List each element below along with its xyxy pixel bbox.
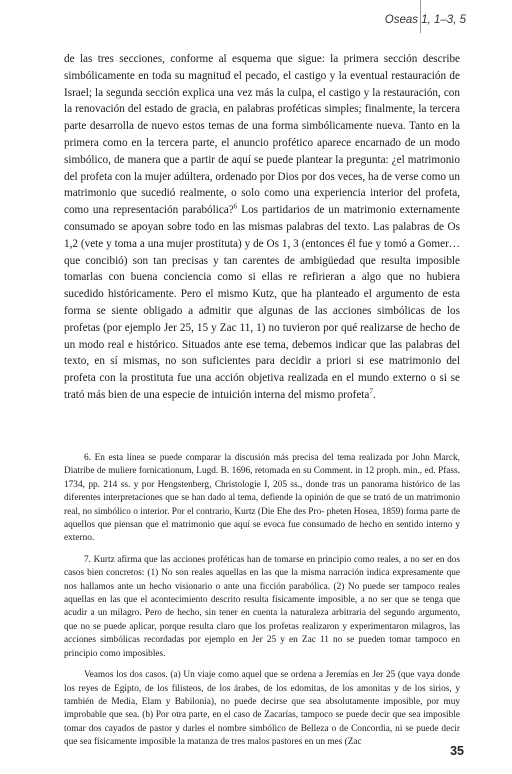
paragraph-1: de las tres secciones, conforme al esquema que sigue: la primera sección describe simbólicamente en toda su magnitud el pecado, el castigo y la eventual restauración de Israel; la segunda sección explica una vez más la culpa, el castigo y la restauración, con la renovación del estado de gracia, en palabras proféticas simples; finalmente, la tercera parte desarrolla de nuevo estos temas de una forma simbólicamente nueva. Tanto en la primera como en la tercera parte, el anuncio profético aparece encarnado de un modo simbólico, de manera que a partir de aquí se puede plantear la pregunta: ¿el matrimonio del profeta con la mujer adúltera, ordenado por Dios por dos veces, ha de verse como un matrimonio que sucedió realmente, o solo como una experiencia interior del profeta, como una representación parabólica?: [64, 53, 460, 217]
footnote-7-continued: Veamos los dos casos. (a) Un viaje como aquel que se ordena a Jeremías en Jer 25 (que vaya donde los reyes de Egipto, de los filisteos, de los árabes, de los edomitas, de los amonitas y de los sirios, y también de Media, Elam y Babilonia), no puede decirse que sea absolutamente imposible, por muy improbable que sea. (b) Por otra parte, en el caso de Zacarías, tampoco se puede decir que sea imposible tomar dos cayados de pastor y darles el nombre simbólico de Belleza o de Concordia, ni se puede decir que sea físicamente imposible la matanza de tres malos pastores en un mes (Zac: [64, 670, 460, 748]
running-head: Oseas 1, 1–3, 5: [384, 14, 466, 26]
footnote-ref-7[interactable]: 7: [369, 387, 373, 396]
footnote-6: 6. En esta línea se puede comparar la discusión más precisa del tema realizada por John Marck, Diatribe de muliere fornicationum, Lugd. B. 1696, retomada en su Comment. in 12 proph. min., ed. Pfass. 1734, pp. 214 ss. y por Hengstenberg, Christologie I, 205 ss., donde tras un panorama histórico de las diferentes interpretaciones que se han dado al tema, defiende la opinión de que se trató de un matrimonio real, no simbólico o interior. Por el contrario, Kurtz (Die Ehe des Pro- pheten Hosea, 1859) forma parte de aquellos que piensan que el matrimonio que aquí se evoca fue consumado de hecho en sentido interno y externo.: [64, 453, 460, 544]
footnotes: [64, 452, 460, 750]
footnote-ref-6[interactable]: 6: [233, 202, 238, 211]
main-text: de las tres secciones, conforme al esquema que sigue: la primera sección describe simbólicamente en toda su magnitud el pecado, el castigo y la eventual restauración de Israel; la segunda sección explica una vez más la culpa, el castigo y la restauración, con la renovación del estado de gracia, en palabras proféticas simples; finalmente, la tercera parte desarrolla de nuevo estos temas de una forma simbólicamente nueva. Tanto en la primera como en la tercera parte, el anuncio profético aparece encarnado de un modo simbólico, de manera que a partir de aquí se puede plantear la pregunta: ¿el matrimonio del profeta con la mujer adúltera, ordenado por Dios por dos veces, ha de verse como un matrimonio que sucedió realmente, o solo como una experiencia interior del profeta, como una representación parabólica?$^6$ Los partidarios de un matrimonio externamente consumado se apoyan sobre todo en las mismas palabras del texto. Las palabras de Os 1,2 (vete y toma a una mujer prostituta) y de Os 1, 3 (entonces él fue y tomó a Gomer… que concibió) son tan precisas y tan carentes de ambigüedad que resulta imposible tomarlas con buena conciencia como si ellas re refirieran a algo que no hubiera sucedido históricamente. Pero el mismo Kutz, que ha planteado el argumento de esta forma se siente obligado a admitir que algunas de las acciones simbólicas de los profetas (por ejemplo Jer 25, 15 y Zac 11, 1) no tuvieron por qué realizarse de hecho de un modo real e histórico. Situados ante ese tema, debemos indicar que las palabras del texto, en sí mismas, no son suficientes para decidir a priori si ese matrimonio del profeta con la prostituta fue una acción objetiva realizada en el mundo externo o si se trató más bien de una especie de intuición interna del mismo profeta$^7$.: [64, 53, 461, 401]
page-number: 35: [450, 744, 464, 758]
paragraph-2: Los partidarios de un matrimonio externamente consumado se apoyan sobre todo en las mismas palabras del texto. Las palabras de Os 1,2 (vete y toma a una mujer prostituta) y de Os 1, 3 (entonces él fue y tomó a Gomer… que concibió) son tan precisas y tan carentes de ambigüedad que resulta imposible tomarlas con buena conciencia como si ellas re refirieran a algo que no hubiera sucedido históricamente. Pero el mismo Kutz, que ha planteado el argumento de esta forma se siente obligado a admitir que algunas de las acciones simbólicas de los profetas (por ejemplo Jer 25, 15 y Zac 11, 1) no tuvieron por qué realizarse de hecho de un modo real e histórico. Situados ante ese tema, debemos indicar que las palabras del texto, en sí mismas, no son suficientes para decidir a priori si ese matrimonio del profeta con la prostituta fue una acción objetiva realizada en el mundo externo o si se trató más bien de una especie de intuición interna del mismo profeta: [64, 204, 461, 401]
footnote-7: 7. Kurtz afirma que las acciones proféticas han de tomarse en principio como reales, a no ser en dos casos bien concretos: (1) No son reales aquellas en las que la misma narración indica expresamente que nos hallamos ante un hecho visionario o ante una ficción parabólica. (2) No puede ser tampoco reales aquellas en las que el acontecimiento descrito resulta físicamente imposible, a no ser que se tenga que acudir a un milagro. Pero de hecho, sin tener en cuenta la naturaleza arbitraria del segundo argumento, que no se puede aplicar, porque resulta claro que los profetas realizaron y experimentaron milagros, las acciones simbólicas recordadas por ejemplo en Jer 25 y en Zac 11 no se pueden tomar tampoco en principio como imposibles.: [64, 554, 460, 659]
